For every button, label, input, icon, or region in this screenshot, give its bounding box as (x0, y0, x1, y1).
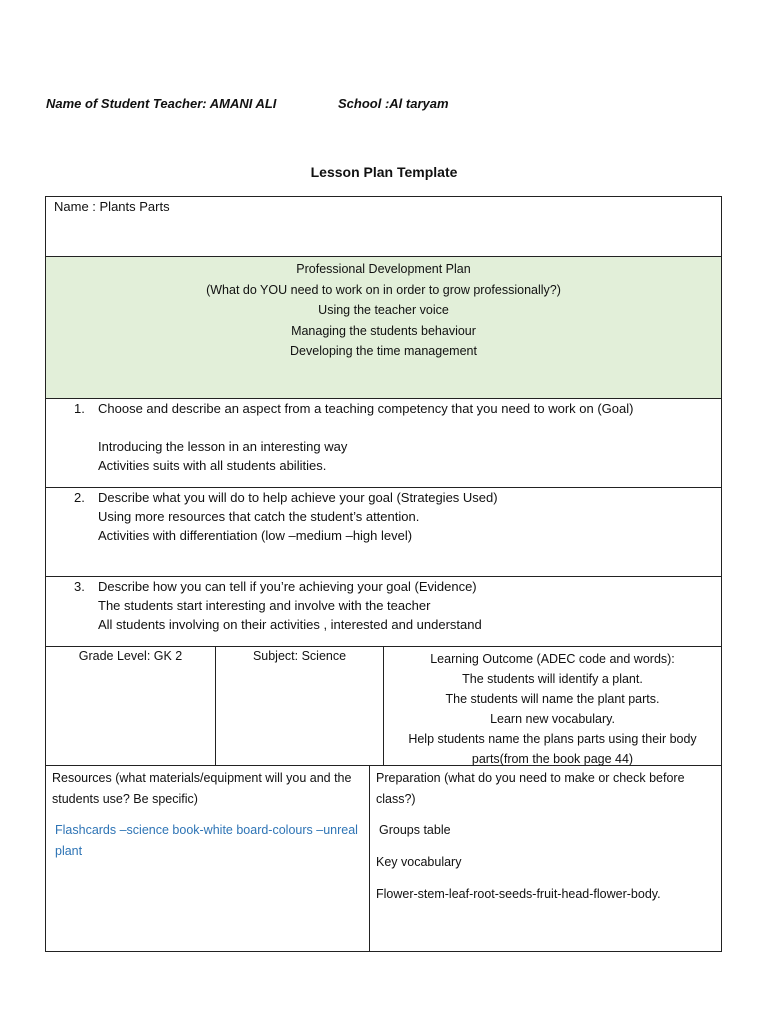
resources-list: Flashcards –science book-white board-colours –unreal plant (55, 823, 358, 858)
learning-outcome-item: The students will identify a plant. (462, 672, 643, 686)
preparation-item: Groups table (379, 823, 451, 837)
page-title: Lesson Plan Template (310, 164, 458, 180)
evidence-section (45, 576, 722, 647)
goal-section (45, 398, 722, 488)
learning-outcome-cell (384, 647, 721, 765)
preparation-heading: Preparation (what do you need to make or check before class?) (376, 771, 685, 806)
lesson-name-row (45, 196, 722, 257)
preparation-item: Key vocabulary (376, 855, 462, 869)
professional-development-section (45, 256, 722, 399)
learning-outcome-item: Learn new vocabulary. (490, 712, 615, 726)
strategies-content (74, 488, 713, 545)
preparation-cell (370, 766, 721, 951)
strategies-section (45, 487, 722, 577)
school-name: School :Al taryam (338, 96, 449, 111)
resources-heading: Resources (what materials/equipment will you and the students use? Be specific) (52, 771, 352, 806)
learning-outcome-item: Help students name the plans parts using their body parts(from the book page 44) (408, 732, 697, 766)
pd-item: Using the teacher voice (318, 303, 449, 317)
pd-item: Managing the students behaviour (291, 323, 476, 338)
resources-preparation-row (45, 765, 722, 952)
goal-question: Choose and describe an aspect from a teaching competency that you need to work on (Goal) (98, 401, 634, 416)
evidence-answer: The students start interesting and involve with the teacher (98, 598, 431, 613)
grade-level-cell (46, 647, 216, 765)
goal-number: 1. (74, 401, 85, 416)
evidence-content (74, 577, 713, 634)
grade-level: Grade Level: GK 2 (78, 649, 183, 663)
strategies-answer: Using more resources that catch the student’s attention. (98, 509, 420, 524)
student-teacher-name: Name of Student Teacher: AMANI ALI (46, 96, 277, 111)
strategies-number: 2. (74, 490, 85, 505)
subject-cell (216, 647, 384, 765)
lesson-details-row (45, 646, 722, 766)
pd-question: (What do YOU need to work on in order to grow professionally?) (206, 282, 561, 297)
pd-title: Professional Development Plan (296, 262, 471, 276)
goal-content (74, 399, 713, 475)
strategies-question: Describe what you will do to help achieve your goal (Strategies Used) (98, 490, 498, 505)
goal-answer: Activities suits with all students abilities. (98, 458, 327, 473)
pd-item: Developing the time management (290, 344, 477, 358)
header-line (46, 96, 449, 111)
evidence-answer: All students involving on their activities , interested and understand (98, 617, 482, 632)
learning-outcome-item: The students will name the plant parts. (445, 692, 660, 706)
key-vocabulary-list: Flower-stem-leaf-root-seeds-fruit-head-flower-body. (376, 887, 661, 901)
goal-answer: Introducing the lesson in an interesting way (98, 439, 348, 454)
learning-outcome-heading: Learning Outcome (ADEC code and words): (430, 652, 675, 666)
evidence-question: Describe how you can tell if you’re achieving your goal (Evidence) (98, 579, 477, 594)
resources-cell (46, 766, 370, 951)
lesson-name: Name : Plants Parts (54, 199, 170, 214)
evidence-number: 3. (74, 579, 85, 594)
strategies-answer: Activities with differentiation (low –medium –high level) (98, 528, 413, 543)
subject: Subject: Science (252, 649, 347, 663)
